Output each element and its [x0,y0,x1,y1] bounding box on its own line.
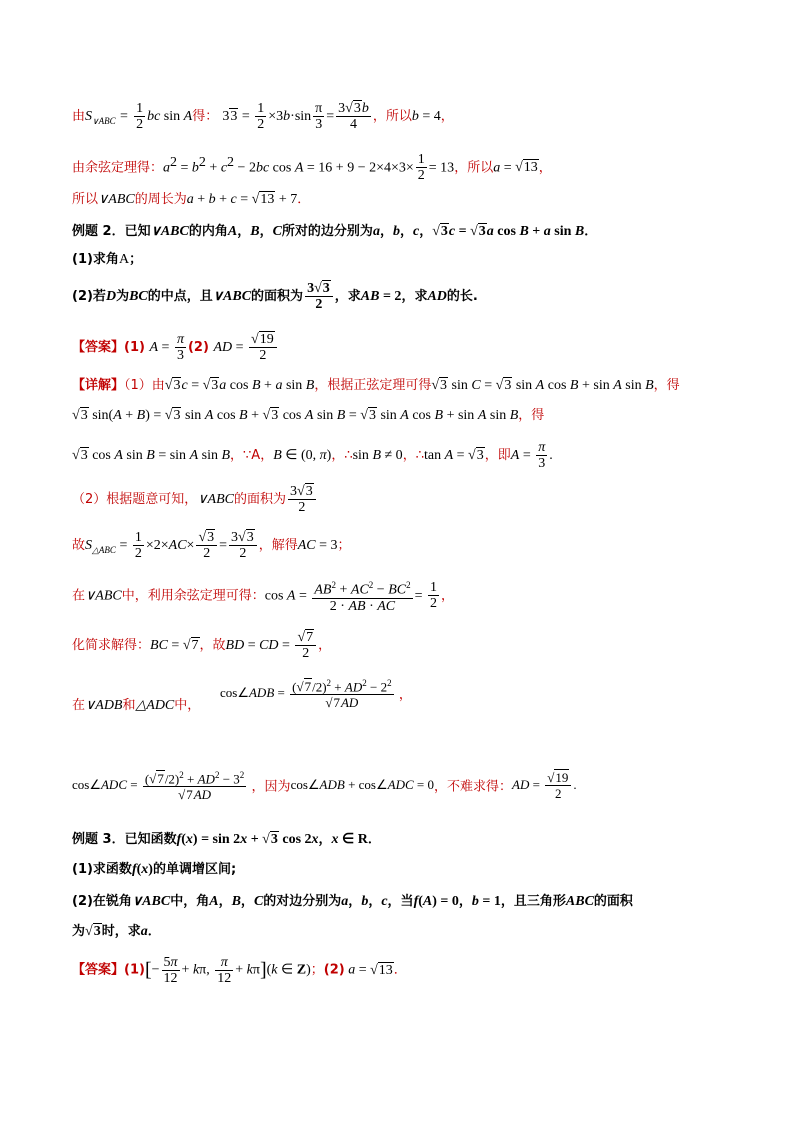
fraction: $\frac{3√ 3}{2}$ [288,484,316,515]
detail-line-7: 化简求解得：BC = √ 7，故BD = CD = √ $\frac{7}{2}$ ， [72,628,331,664]
math-expr: $S_{\vee ABC}$ = [85,109,133,126]
example-3-statement: 例题 3．已知函数f(x) = sin 2x + √ 3 cos 2x，x ∈ R． [72,830,381,850]
fraction: $\frac{1}{2}$ [136,101,144,132]
example-2-q1: (1)求角A； [72,252,143,267]
example-3-q2-cont: 为√ 3时，求a． [72,922,161,942]
fraction: $\frac{\pi}{3}$ [538,440,546,471]
fraction: $\frac{3√ 3}{2}$ [305,281,333,312]
detail-line-8: 在∨ADB和△ADC中， [72,698,201,713]
fraction: $\frac{3√ 3}{2}$ [229,530,257,561]
fraction: $\frac{\pi}{3}$ [176,332,184,363]
detail-line-1: 【详解】（1）由√ 3c = √ 3a cos B + a sin B，根据正弦定理可得√ 3 sin C = √ 3 sin A cos B + sin A sin B，得 [72,376,680,396]
detail-line-2: √ 3 sin(A + B) = √ 3 sin A cos B + √ 3 cos A sin B = √ 3 sin A cos B + sin A sin B，得 [72,406,544,426]
fraction: $\frac{3√ 3b}{4}$ [336,101,371,132]
fraction: $\frac{1}{2}$ [417,152,425,184]
solution-line-2: 由余弦定理得：$a^2 = b^2 + c^2 - 2bc$ cos A = 16 + 9 − 2×4×3× $\frac{1}{2}$ = 13，所以a = √ 13， [72,146,552,180]
fraction: $\frac{\pi}{12}$ [217,954,232,986]
cos-adb-formula: cos∠ADB = (√ $7/2)^2 + AD^2 - 2^2$ √ 7AD ， [220,676,412,710]
fraction: $\frac{\pi}{3}$ [315,101,323,132]
answer-3-line: 【答案】(1)[− $\frac{5\pi}{12}$ + kπ, $\frac{\pi}{12}$ + kπ](k ∈ Z)；(2) a = √ 13． [72,952,407,988]
example-2-q2: (2)若D为BC的中点，且∨ABC的面积为 $\frac{3√ 3}{2}$ ，求AB = 2，求AD的长. [72,280,478,314]
fraction: √ $\frac{19}{2}$ [249,332,277,363]
example-3-q1: (1)求函数f(x)的单调增区间; [72,862,237,877]
example-3-q2: (2)在锐角∨ABC中，角A，B，C的对边分别为a，b，c，当f(A) = 0，b = 1，且三角形ABC的面积 [72,894,633,909]
fraction: √ $\frac{7}{2}$ [295,630,316,661]
detail-line-5: 故$S_{\triangle ABC}$ = $\frac{1}{2}$ ×2×AC× √ $\frac{3}{2}$ = $\frac{3√ 3}{2}$ ，解得AC = 3； [72,528,351,564]
example-2-statement: 例题 2．已知∨ABC的内角A，B，C所对的边分别为a，b，c，√ 3c = √ 3a cos B + a sin B． [72,222,597,242]
solution-line-3: 所以∨ABC的周长为a + b + c = √ 13 + 7． [72,190,310,210]
fraction: $\frac{AB^2 + AC^2 - BC^2}{2 \cdot AB \cdot AC}$ [314,580,411,614]
detail-line-4: （2）根据题意可知，∨ABC的面积为 $\frac{3√ 3}{2}$ [72,482,318,518]
solution-line-1: 由$S_{\vee ABC}$ = $\frac{1}{2}$ bc sin A得： 33 = $\frac{1}{2}$ ×3b·sin $\frac{\pi}{3}$ = $\frac{3√ 3b}{4}$ ，所以b = 4， [72,100,454,134]
detail-line-3: √ 3 cos A sin B = sin A sin B，∵A，B ∈ (0, π)，∴sin B ≠ 0，∴tan A = √ 3，即A = $\frac{\pi}{3}$ . [72,440,553,472]
cos-adc-formula: cos∠ADC = (√ $7/2)^2 + AD^2 - 3^2$ √ 7AD ，因为cos∠ADB + cos∠ADC = 0，不难求得：AD = √ $\frac{19}{2}$ . [72,768,577,802]
fraction: $\frac{1}{2}$ [134,530,142,561]
fraction: $\frac{1}{2}$ [429,580,437,612]
fraction: $\frac{5\pi}{12}$ [163,954,178,986]
fraction: √ $\frac{3}{2}$ [196,530,217,561]
detail-line-6: 在∨ABC中，利用余弦定理可得：cos A = $\frac{AB^2 + AC^2 - BC^2}{2 \cdot AB \cdot AC}$ = $\frac{1}{2}$ ， [72,580,454,614]
answer-line: 【答案】(1) A = $\frac{\pi}{3}$ (2) AD = √ $\frac{19}{2}$ [72,330,279,366]
fraction: $\frac{1}{2}$ [257,101,265,132]
